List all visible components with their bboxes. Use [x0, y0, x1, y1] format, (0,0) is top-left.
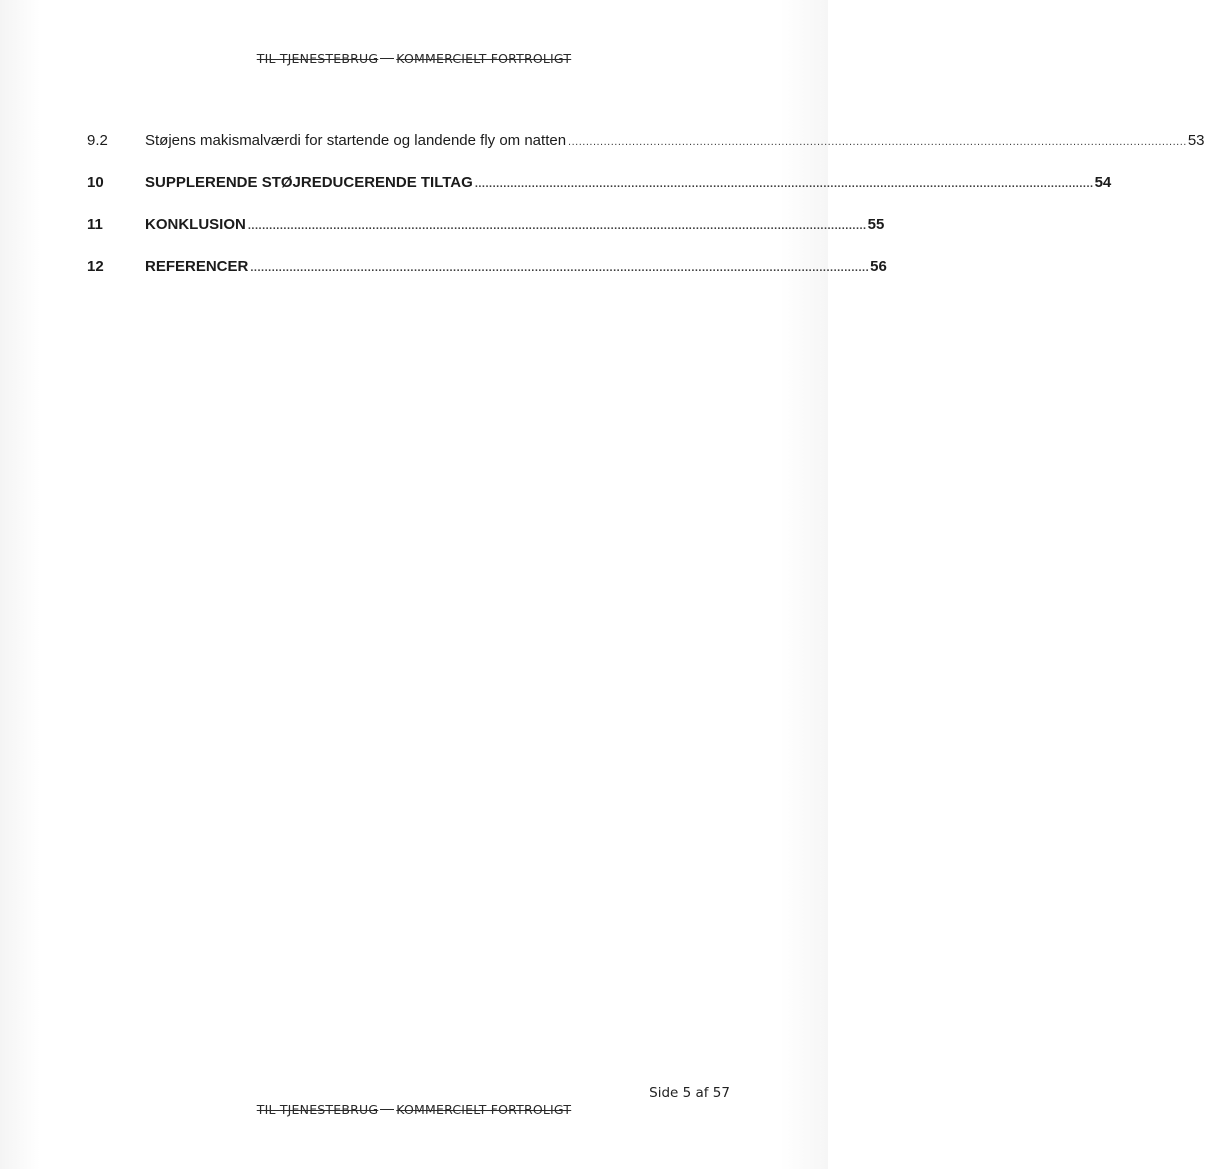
toc-entry-9-2[interactable]: [87, 132, 1205, 174]
toc-entry-page: 53: [1187, 132, 1205, 149]
toc-entry-12[interactable]: [87, 258, 887, 300]
footer-classification-part1: TIL TJENESTEBRUG: [256, 1102, 379, 1117]
toc-entry-10[interactable]: [87, 174, 1112, 216]
table-of-contents: [87, 132, 1205, 300]
header-classification-stamp: [0, 51, 828, 66]
toc-entry-number: 12: [87, 258, 104, 275]
header-classification-part2: KOMMERCIELT FORTROLIGT: [396, 51, 572, 66]
toc-entry-number: 11: [87, 216, 103, 233]
footer-classification-dash: [380, 1109, 394, 1110]
toc-dot-leader: ..............................................................................................................................................................................: [247, 220, 867, 232]
toc-entry-11[interactable]: [87, 216, 885, 258]
toc-dot-leader: ..............................................................................................................................................................................: [250, 262, 870, 274]
toc-entry-title: KONKLUSION: [145, 216, 246, 233]
toc-entry-title: SUPPLERENDE STØJREDUCERENDE TILTAG: [145, 174, 473, 191]
header-classification-part1: TIL TJENESTEBRUG: [256, 51, 379, 66]
toc-dot-leader: ..............................................................................................................................................................................: [474, 178, 1094, 190]
footer-classification-part2: KOMMERCIELT FORTROLIGT: [396, 1102, 572, 1117]
toc-entry-title: Støjens makismalværdi for startende og landende fly om natten: [145, 132, 567, 149]
toc-dot-leader: ..............................................................................................................................................................................: [568, 136, 1187, 148]
footer-classification-stamp: [0, 1102, 828, 1117]
toc-entry-page: 54: [1094, 174, 1112, 191]
toc-entry-page: 56: [870, 258, 887, 275]
header-classification-dash: [380, 58, 394, 59]
toc-entry-page: 55: [867, 216, 885, 233]
toc-entry-title: REFERENCER: [145, 258, 249, 275]
toc-entry-number: 10: [87, 174, 104, 191]
page-number: Side 5 af 57: [649, 1085, 730, 1101]
toc-entry-number: 9.2: [87, 132, 108, 149]
